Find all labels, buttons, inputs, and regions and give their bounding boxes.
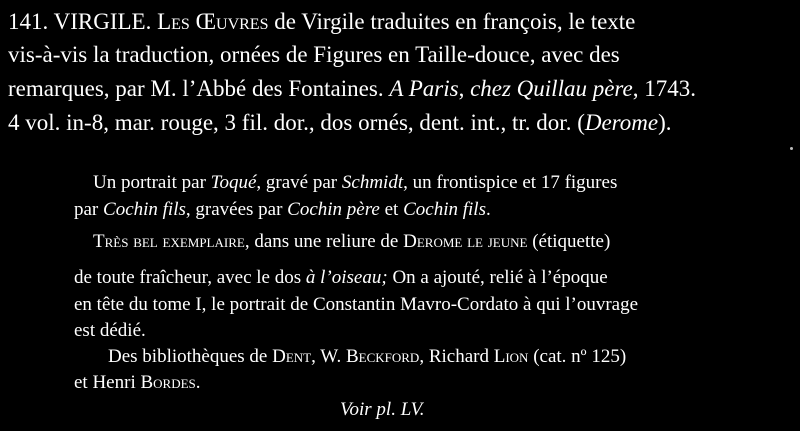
entry-title: VIRGILE. — [53, 9, 152, 34]
note1-line-2: par Cochin fils, gravées par Cochin père et Cochin fils. — [74, 199, 491, 220]
entry-line-4: 4 vol. in-8, mar. rouge, 3 fil. dor., dos ornés, dent. int., tr. dor. (Derome). — [8, 110, 672, 135]
entry-line-1: 141. VIRGILE. Les Œuvres de Virgile traduites en françois, le texte — [8, 9, 636, 34]
note3-line-1: Des bibliothèques de Dent, W. Beckford, Richard Lion (cat. nº 125) — [108, 346, 627, 367]
stray-dot — [790, 147, 793, 150]
entry-line-2: vis-à-vis la traduction, ornées de Figures en Taille-douce, avec des — [8, 42, 620, 67]
note2-line-2: de toute fraîcheur, avec le dos à l’oiseau; On a ajouté, relié à l’époque — [74, 267, 608, 288]
entry-number: 141. — [8, 9, 49, 34]
plate-reference: Voir pl. LV. — [340, 399, 425, 420]
note3-line-2: et Henri Bordes. — [74, 372, 201, 393]
note2-line-4: est dédié. — [74, 320, 146, 341]
note2-line-3: en tête du tome I, le portrait de Constantin Mavro-Cordato à qui l’ouvrage — [74, 294, 639, 315]
note2-line-1: Très bel exemplaire, dans une reliure de Derome le jeune (étiquette) — [93, 231, 611, 252]
note1-line-1: Un portrait par Toqué, gravé par Schmidt, un frontispice et 17 figures — [93, 172, 618, 193]
entry-line-3: remarques, par M. l’Abbé des Fontaines. A Paris, chez Quillau père, 1743. — [8, 76, 696, 101]
